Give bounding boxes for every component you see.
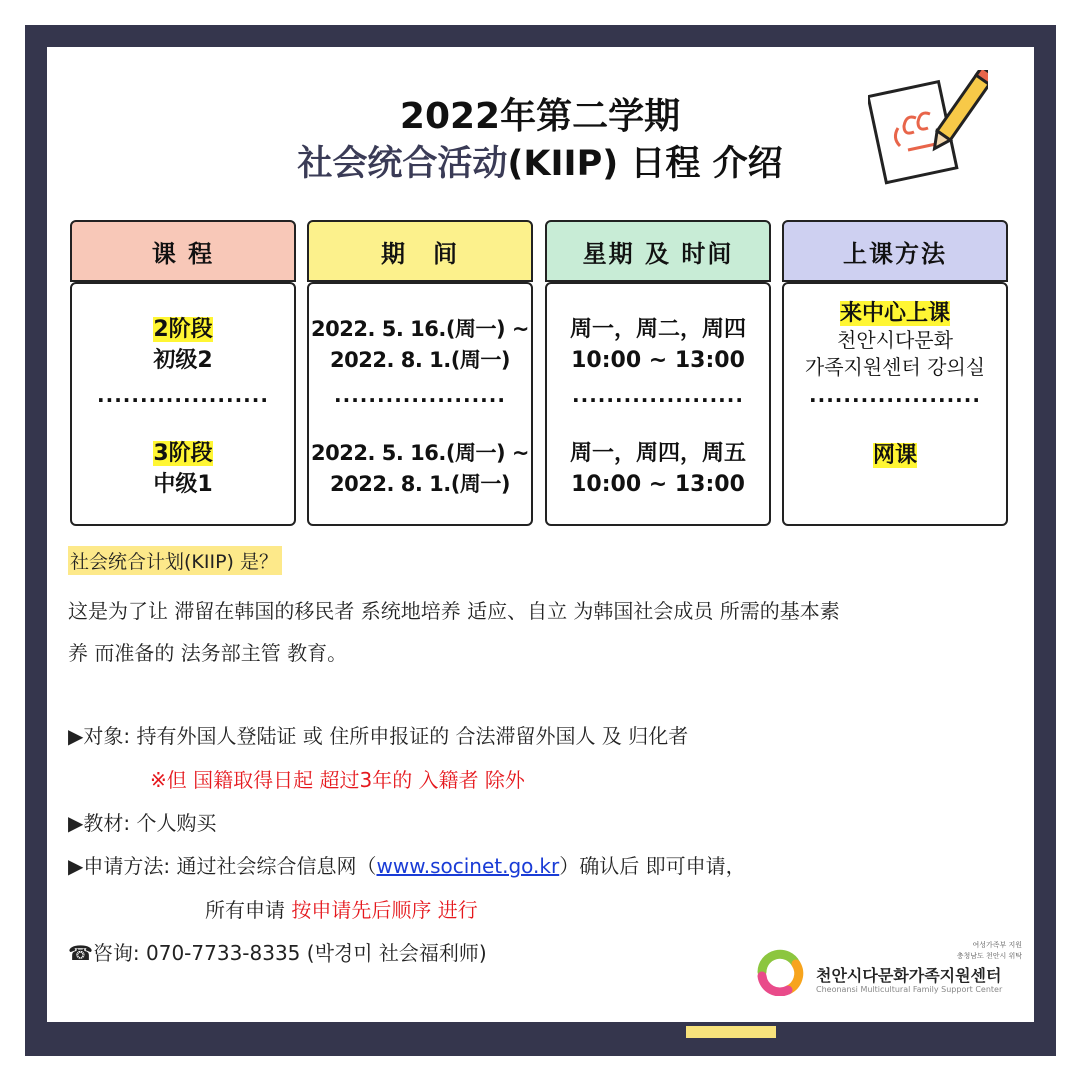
column-method [782, 220, 1008, 526]
apply-order-note: 按申请先后顺序 进行 [291, 898, 478, 922]
period-body [307, 282, 533, 526]
method-online-label: 网课 [872, 443, 917, 468]
header-period: 期 间 [307, 220, 533, 282]
course-body [70, 282, 296, 526]
period-end: 2022. 8. 1.(周一) [330, 472, 510, 496]
logo-sponsor-1: 여성가족부 지원 [972, 941, 1022, 949]
column-period [307, 220, 533, 526]
info-apply [68, 850, 746, 879]
apply-line2-prefix: 所有申请 [205, 898, 292, 922]
course-stage-3 [72, 438, 294, 500]
subtitle-part-1: 社会统合活动 [297, 144, 508, 184]
schedule-days: 周一，周二，周四 [569, 317, 746, 342]
info-target: ▶对象: 持有外国人登陆证 或 住所申报证的 合法滞留外国人 及 归化者 [68, 724, 689, 748]
period-end: 2022. 8. 1.(周一) [330, 348, 510, 372]
bottom-accent-bar [686, 1026, 776, 1038]
stage-2-level: 初级2 [153, 348, 213, 373]
header-schedule: 星期 及 时间 [545, 220, 771, 282]
schedule-time: 10:00 ~ 13:00 [571, 472, 745, 497]
kiip-description-line-1: 这是为了让 滞留在韩国的移民者 系统地培养 适应、自立 为韩国社会成员 所需的基本素 [68, 599, 840, 623]
method-offline-label: 来中心上课 [839, 301, 950, 326]
kiip-description-line-2: 养 而准备的 法务部主管 教育。 [68, 641, 348, 665]
schedule-stage-2 [547, 314, 769, 376]
dotted-separator: ···················· [809, 388, 981, 412]
dotted-separator: ···················· [97, 388, 269, 412]
subtitle-part-2: (KIIP) 日程 介绍 [507, 144, 783, 184]
stage-3-label: 3阶段 [153, 441, 213, 466]
column-schedule [545, 220, 771, 526]
course-stage-2 [72, 314, 294, 376]
method-stage-3 [784, 440, 1006, 471]
stage-3-level: 中级1 [153, 472, 213, 497]
method-stage-2 [784, 300, 1006, 381]
logo-sponsor-2: 충청남도 천안시 위탁 [956, 952, 1022, 960]
apply-prefix: ▶申请方法: 通过社会综合信息网（ [68, 854, 377, 878]
method-location-1: 천안시다문화 [837, 328, 953, 352]
kiip-description [68, 590, 1018, 674]
period-stage-2 [309, 314, 531, 376]
dotted-separator: ···················· [572, 388, 744, 412]
center-logo [752, 940, 1022, 1000]
kiip-question: 社会统合计划(KIIP) 是？ [68, 546, 282, 575]
socinet-link[interactable]: www.socinet.go.kr [376, 854, 560, 878]
stage-2-label: 2阶段 [153, 317, 213, 342]
logo-center-english: Cheonansi Multicultural Family Support Center [816, 985, 1003, 994]
header-method: 上课方法 [782, 220, 1008, 282]
info-target-note: ※但 国籍取得日起 超过3年的 入籍者 除外 [150, 768, 525, 792]
period-start: 2022. 5. 16.(周一) ~ [311, 317, 529, 341]
period-start: 2022. 5. 16.(周一) ~ [311, 441, 529, 465]
schedule-days: 周一，周四，周五 [569, 441, 746, 466]
schedule-stage-3 [547, 438, 769, 500]
family-center-logo-icon [752, 948, 812, 996]
info-contact: ☎咨询: 070-7733-8335 (박경미 社会福利师) [68, 941, 487, 965]
column-course [70, 220, 296, 526]
method-location-2: 가족지원센터 강의실 [804, 355, 986, 379]
info-apply-order [205, 894, 478, 923]
period-stage-3 [309, 438, 531, 500]
dotted-separator: ···················· [334, 388, 506, 412]
method-body [782, 282, 1008, 526]
logo-center-name: 천안시다문화가족지원센터 [816, 966, 1002, 985]
info-material: ▶教材: 个人购买 [68, 811, 217, 835]
note-pencil-icon [868, 70, 988, 185]
schedule-body [545, 282, 771, 526]
apply-suffix: ）确认后 即可申请， [559, 854, 746, 878]
page-title: 2022年第二学期 [399, 96, 681, 137]
schedule-time: 10:00 ~ 13:00 [571, 348, 745, 373]
header-course: 课 程 [70, 220, 296, 282]
